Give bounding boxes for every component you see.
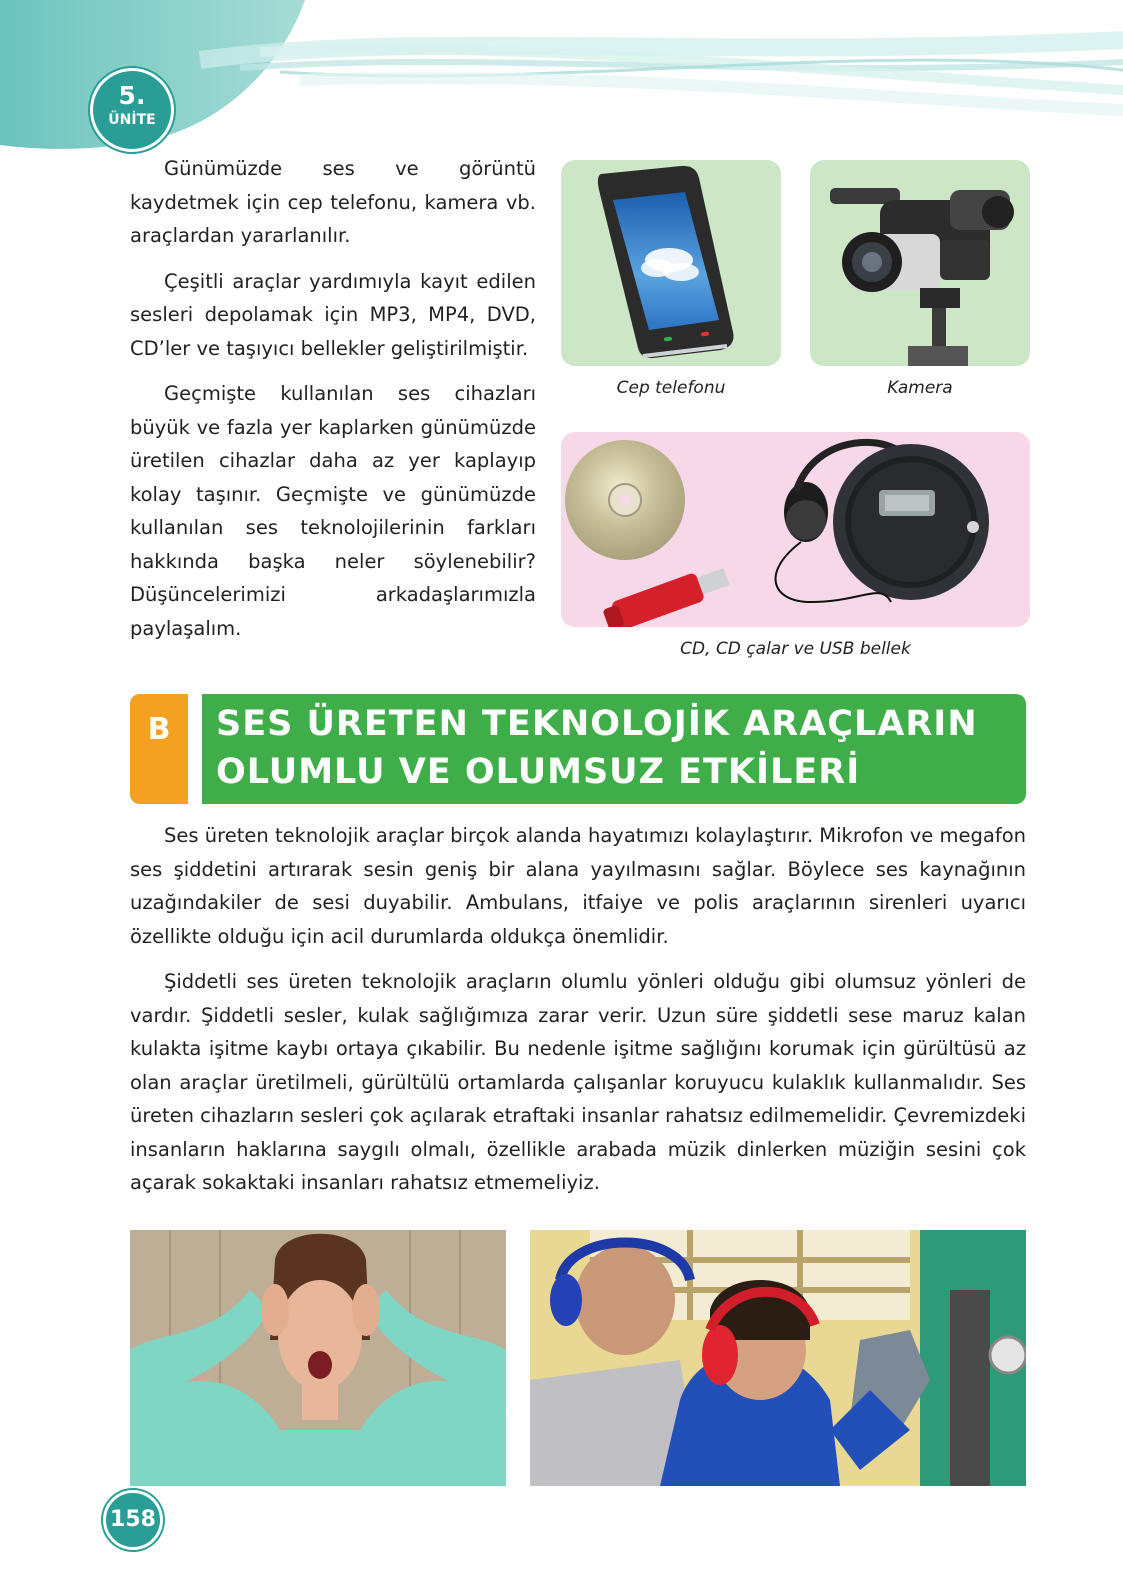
- section-title-line-2: OLUMLU VE OLUMSUZ ETKİLERİ: [216, 752, 861, 792]
- section-title-line-1: SES ÜRETEN TEKNOLOJİK ARAÇLARIN: [216, 704, 978, 744]
- caption-phone: Cep telefonu: [616, 378, 726, 398]
- intro-paragraph-3: Geçmişte kullanılan ses cihazları büyük ve fazla yer kaplarken günümüzde üretilen cihazlar daha az yer kaplayıp kolay taşınır. Geçmişte ve günümüzde kullanılan ses teknolojilerinin farkları hakkında başka neler söylenebilir? Düşüncelerimizi arkadaşlarımızla paylaşalım.: [130, 382, 536, 640]
- intro-paragraph-2: Çeşitli araçlar yardımıyla kayıt edilen sesleri depolamak için MP3, MP4, DVD, CD’ler ve taşıyıcı bellekler geliştirilmiştir.: [130, 269, 536, 360]
- phone-image: [561, 160, 781, 366]
- body-paragraph-1: Ses üreten teknolojik araçlar birçok alanda hayatımızı kolaylaştırır. Mikrofon ve megafon ses şiddetini artırarak sesin geniş bir alana yayılmasını sağlar. Böylece ses kaynağının uzağındakiler de sesi duyabilir. Ambulans, itfaiye ve polis araçlarının sirenleri uyarıcı özellikte olduğu için acil durumlarda oldukça önemlidir.: [130, 824, 1026, 948]
- camera-image: [810, 160, 1030, 366]
- intro-text: [130, 152, 536, 657]
- section-title: [216, 700, 1016, 796]
- woman-covering-ears-photo: [130, 1230, 506, 1486]
- workers-ear-protection-photo: [530, 1230, 1026, 1486]
- caption-cd: CD, CD çalar ve USB bellek: [680, 639, 911, 659]
- unit-badge: [90, 68, 174, 152]
- body-paragraph-2: Şiddetli ses üreten teknolojik araçların olumlu yönleri olduğu gibi olumsuz yönleri de vardır. Şiddetli sesler, kulak sağlığımıza zarar verir. Uzun süre şiddetli sese maruz kalan kulakta işitme kaybı ortaya çıkabilir. Bu nedenle işitme sağlığını korumak için gürültüsü az olan araçlar üretilmeli, gürültülü ortamlarda çalışanlar koruyucu kulaklık kullanmalıdır. Ses üreten cihazların sesleri çok açılarak etraftaki insanlar rahatsız edilmemelidir. Çevremizdeki insanların haklarına saygılı olmalı, özellikle arabada müzik dinlerken müziğin sesini çok açarak sokaktaki insanları rahatsız etmemeliyiz.: [130, 970, 1026, 1194]
- section-heading: [130, 694, 1026, 804]
- page-number-badge: [103, 1490, 163, 1550]
- heading-divider: [188, 694, 202, 804]
- caption-camera: Kamera: [887, 378, 953, 398]
- phone-icon: [561, 160, 781, 366]
- cd-player-icon: [561, 432, 1030, 627]
- unit-number: 5.: [118, 81, 146, 110]
- cd-image: [561, 432, 1030, 627]
- intro-paragraph-1: Günümüzde ses ve görüntü kaydetmek için cep telefonu, kamera vb. araçlardan yararlanılır.: [130, 157, 536, 247]
- section-letter: B: [130, 694, 188, 804]
- workers-icon: [530, 1230, 1026, 1486]
- unit-label: ÜNİTE: [108, 112, 156, 128]
- body-text: [130, 819, 1026, 1212]
- header-decoration: [0, 0, 1123, 160]
- camera-icon: [810, 160, 1030, 366]
- page-number: 158: [110, 1507, 156, 1532]
- woman-icon: [130, 1230, 506, 1486]
